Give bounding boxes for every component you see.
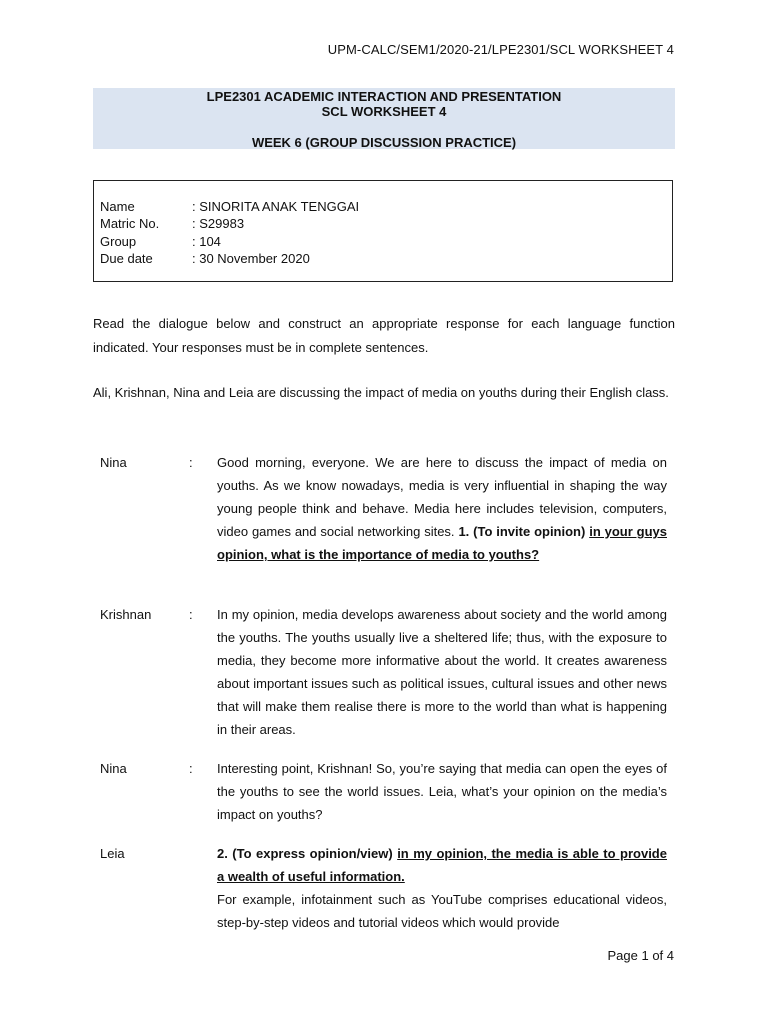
instructions-paragraph: Read the dialogue below and construct an appropriate response for each language function indicated. Your responses must be in complete sentences.: [93, 316, 675, 355]
speaker-leia: Leia: [100, 846, 125, 861]
dialogue-turn-1: [217, 451, 667, 566]
document-code-header: UPM-CALC/SEM1/2020-21/LPE2301/SCL WORKSHEET 4: [327, 42, 674, 57]
speaker-colon: :: [189, 607, 193, 622]
page-number: Page 1 of 4: [607, 948, 674, 963]
week-title: WEEK 6 (GROUP DISCUSSION PRACTICE): [251, 135, 517, 150]
group-value: : 104: [192, 234, 221, 249]
student-info-box: [93, 180, 673, 282]
dialogue-text: Interesting point, Krishnan! So, you’re saying that media can open the eyes of the youths to see the world issues. Leia, what’s your opinion on the media’s impact on youths?: [217, 761, 667, 822]
dialogue-turn-4: [217, 842, 667, 934]
speaker-krishnan: Krishnan: [100, 607, 152, 622]
speaker-colon: :: [189, 455, 193, 470]
due-date-value: : 30 November 2020: [192, 251, 310, 266]
group-label: Group: [100, 234, 137, 249]
matric-value: : S29983: [192, 216, 245, 231]
speaker-colon: :: [189, 761, 193, 776]
worksheet-subtitle: SCL WORKSHEET 4: [321, 104, 447, 119]
course-title: LPE2301 ACADEMIC INTERACTION AND PRESENTATION: [206, 89, 562, 104]
language-function-prompt: 2. (To express opinion/view): [217, 846, 393, 861]
worksheet-title-box: [93, 88, 675, 149]
dialogue-turn-3: [217, 757, 667, 826]
dialogue-text: For example, infotainment such as YouTube comprises educational videos, step-by-step videos and tutorial videos which would provide: [217, 892, 667, 930]
student-answer: in my opinion, the media is able to provide a wealth of useful information.: [217, 846, 667, 884]
context-paragraph: Ali, Krishnan, Nina and Leia are discussing the impact of media on youths during their English class.: [93, 385, 669, 400]
name-label: Name: [100, 199, 135, 214]
speaker-nina: Nina: [100, 455, 127, 470]
matric-label: Matric No.: [100, 216, 160, 231]
student-answer: in your guys opinion, what is the importance of media to youths?: [217, 524, 667, 562]
name-value: : SINORITA ANAK TENGGAI: [192, 199, 360, 214]
answer-line: [217, 842, 667, 888]
dialogue-text: In my opinion, media develops awareness about society and the world among the youths. The youths usually live a sheltered life; thus, with the exposure to media, they become more informative about the world. It creates awareness about important issues such as political issues, cultural issues and other news that will make them realise there is more to the world than what is happening in their areas.: [217, 607, 667, 737]
dialogue-turn-2: [217, 603, 667, 741]
dialogue-text: Good morning, everyone. We are here to discuss the impact of media on youths. As we know nowadays, media is very influential in shaping the way young people think and behave. Media here includes television, computers, video games and social networking sites.: [217, 455, 667, 539]
language-function-prompt: 1. (To invite opinion): [458, 524, 586, 539]
speaker-nina: Nina: [100, 761, 127, 776]
due-date-label: Due date: [100, 251, 153, 266]
